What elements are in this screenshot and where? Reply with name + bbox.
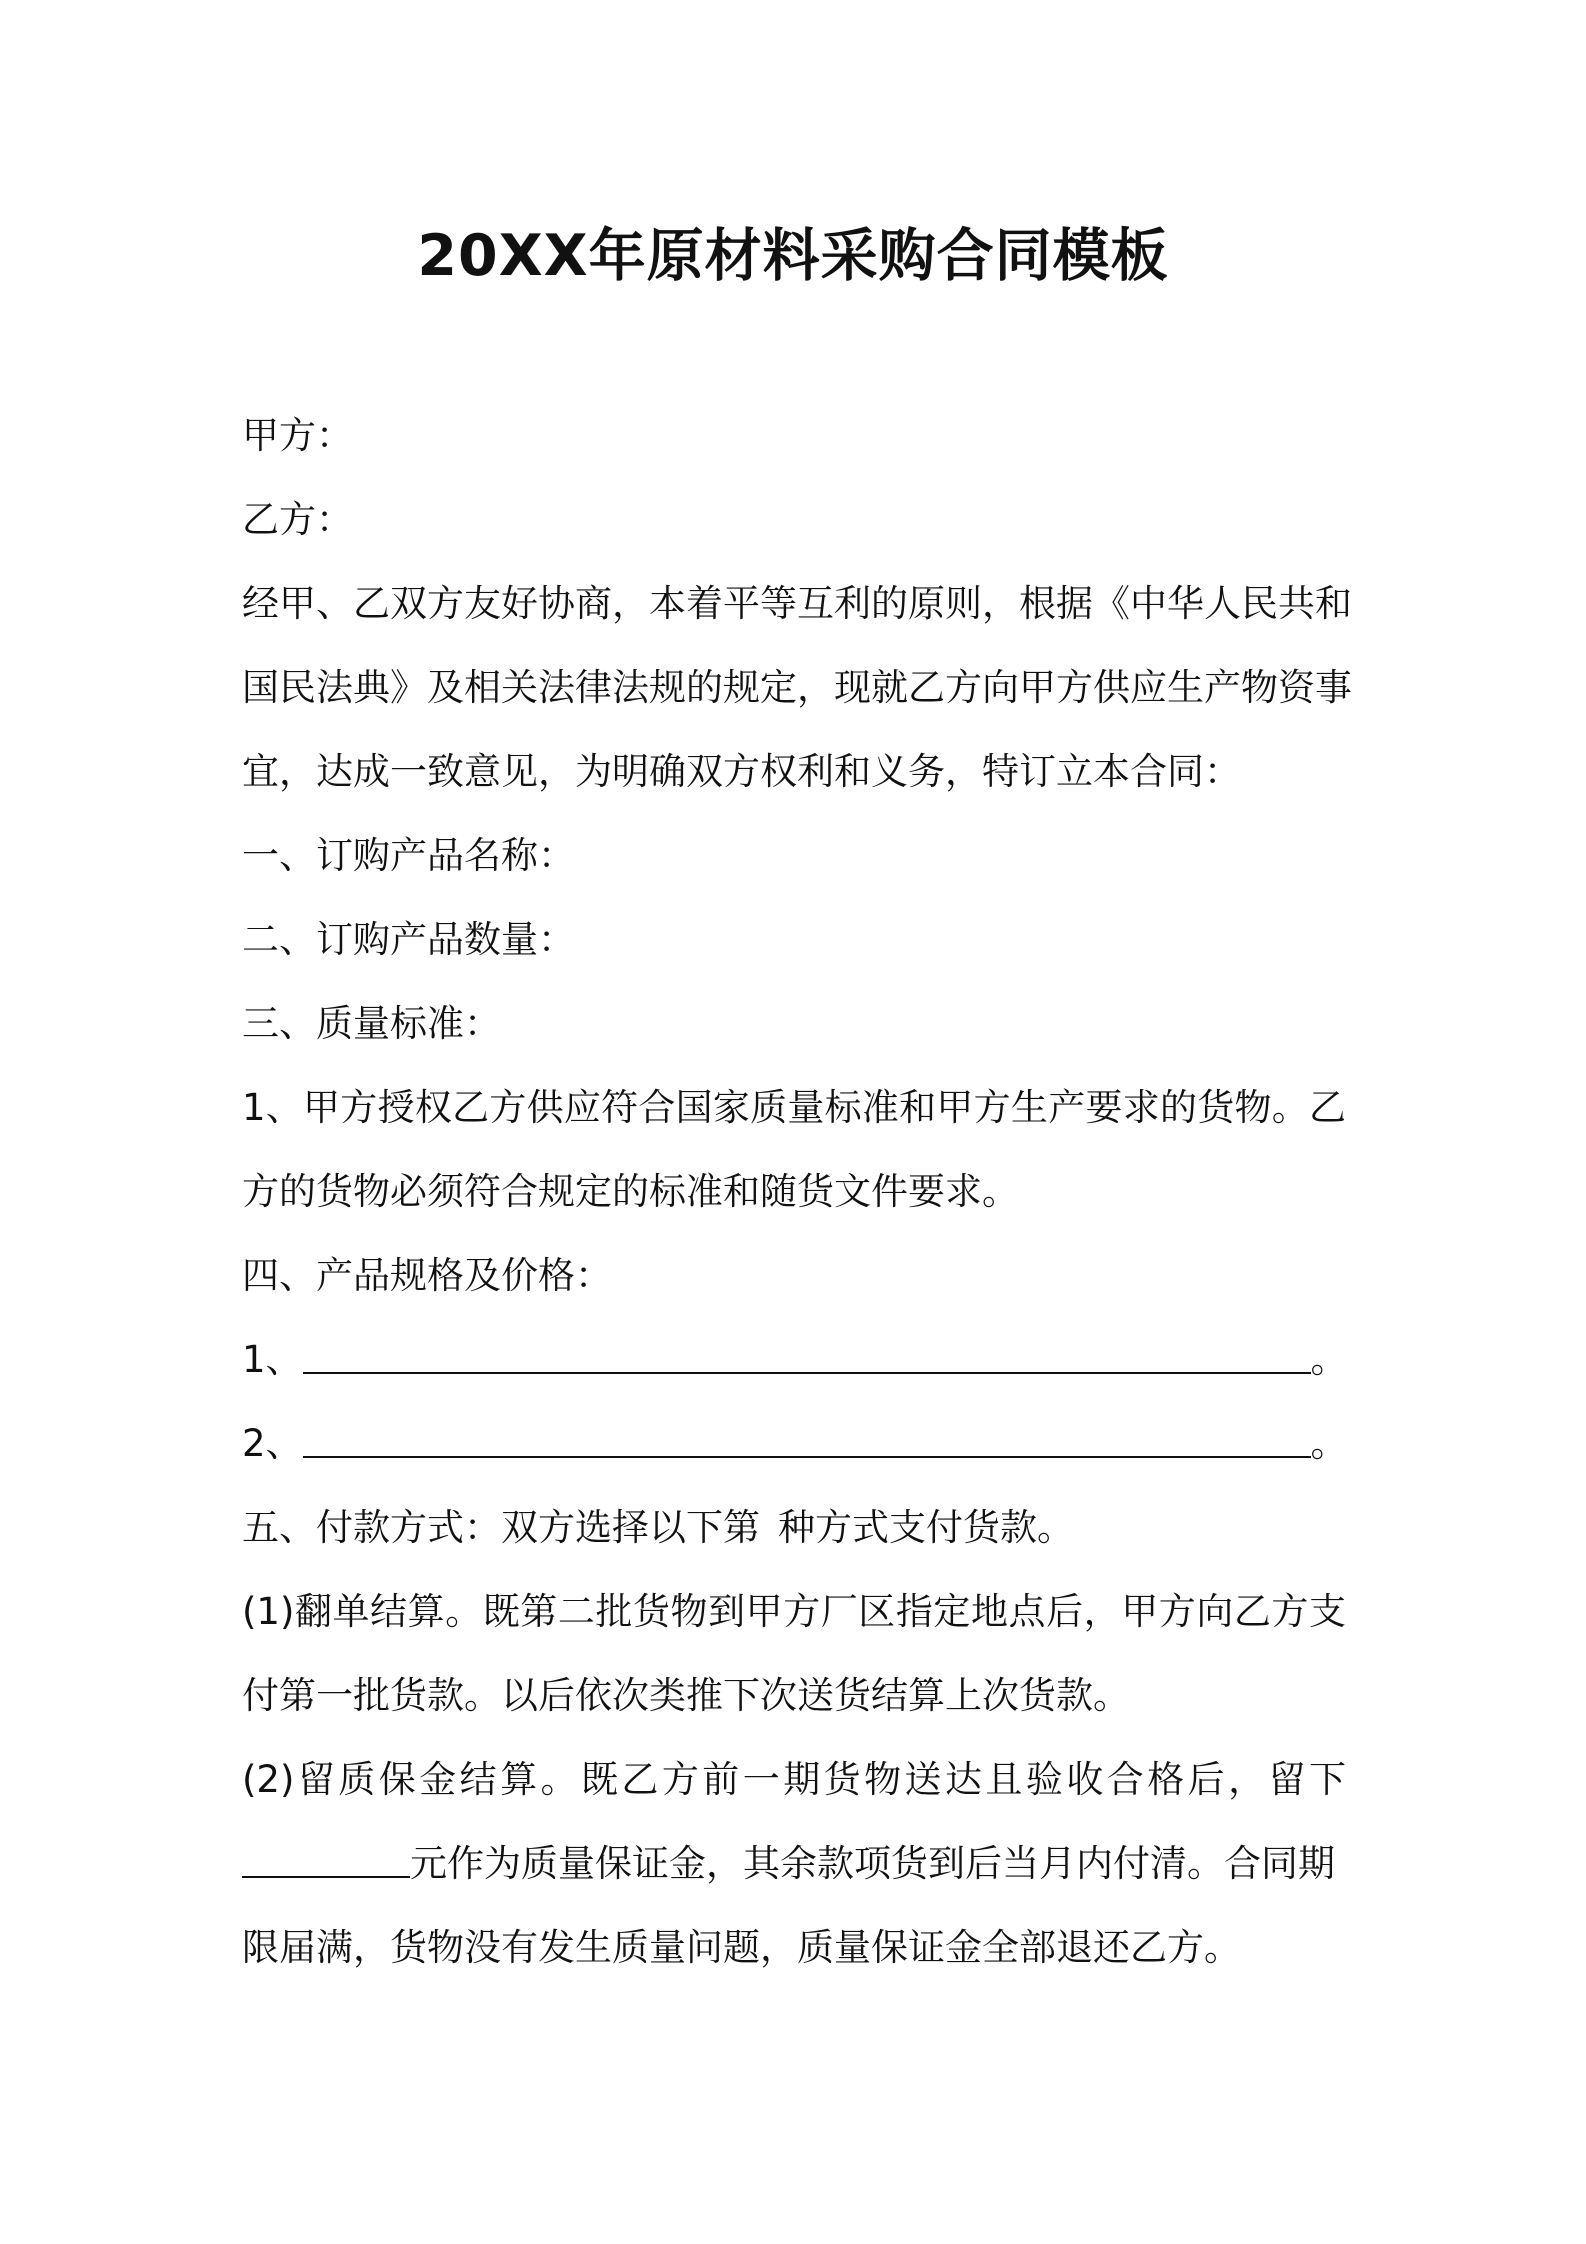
section-product-name: 一、订购产品名称： [242,834,575,877]
spec-item-1-period: 。 [1310,1338,1348,1381]
section-spec-price: 四、产品规格及价格： [242,1254,612,1297]
payment-method-text-a: 五、付款方式：双方选择以下第 [242,1506,760,1549]
payment-option-2-line-3: 限届满，货物没有发生质量问题，质量保证金全部退还乙方。 [242,1926,1241,1969]
spec-item-2-period: 。 [1310,1422,1348,1465]
intro-paragraph-line-3: 宜，达成一致意见，为明确双方权利和义务，特订立本合同： [242,750,1241,793]
payment-option-1-line-2: 付第一批货款。以后依次类推下次送货结算上次货款。 [242,1674,1130,1717]
spec-item-1 [242,1318,1346,1402]
party-b-line: 乙方： [242,498,353,541]
deposit-amount-blank[interactable] [242,1846,410,1878]
spec-item-2 [242,1402,1346,1486]
quality-clause-line-2: 方的货物必须符合规定的标准和随货文件要求。 [242,1170,1019,1213]
spec-item-1-number: 1、 [242,1338,303,1381]
document-title: 20XX年原材料采购合同模板 [417,223,1169,289]
payment-method-text-b: 种方式支付货款。 [778,1506,1074,1549]
spec-item-2-number: 2、 [242,1422,303,1465]
payment-option-2-line-2 [242,1822,1346,1906]
section-payment-method [242,1486,1346,1570]
party-a-line: 甲方： [242,414,353,457]
quality-clause-line-1: 1、甲方授权乙方供应符合国家质量标准和甲方生产要求的货物。乙 [242,1086,1346,1129]
section-quality-standard: 三、质量标准： [242,1002,501,1045]
spec-item-2-blank[interactable] [303,1426,1311,1458]
spec-item-1-blank[interactable] [303,1342,1311,1374]
document-body [242,394,1352,1990]
section-product-quantity: 二、订购产品数量： [242,918,575,961]
intro-paragraph-line-1: 经甲、乙双方友好协商，本着平等互利的原则，根据《中华人民共和 [242,582,1352,625]
payment-option-1-line-1: (1)翻单结算。既第二批货物到甲方厂区指定地点后，甲方向乙方支 [242,1590,1346,1633]
intro-paragraph-line-2: 国民法典》及相关法律法规的规定，现就乙方向甲方供应生产物资事 [242,666,1352,709]
payment-option-2-line-1: (2)留质保金结算。既乙方前一期货物送达且验收合格后，留下 [242,1758,1346,1801]
payment-option-2-line-2-text: 元作为质量保证金，其余款项货到后当月内付清。合同期 [410,1842,1335,1885]
